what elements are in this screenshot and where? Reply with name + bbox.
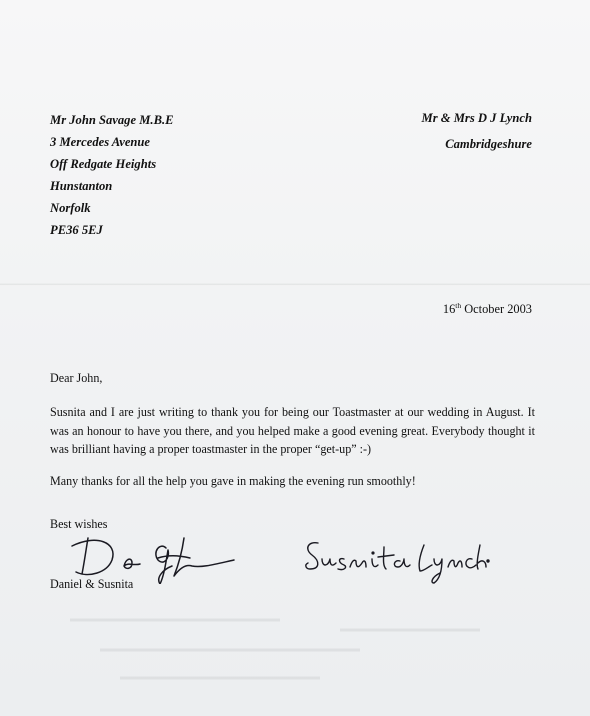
recipient-line: Mr John Savage M.B.E (50, 113, 174, 127)
date-rest: October 2003 (461, 302, 532, 316)
paper-fold (0, 283, 590, 286)
body-paragraph: Susnita and I are just writing to thank you for being our Toastmaster at our wedding in August. It was an honour to have you there, and you helped make a good evening great. Everybody thought it was brilliant having a proper toastmaster in the proper “get-up” :-) (50, 405, 535, 456)
letter-date (443, 301, 532, 317)
body-paragraph: Many thanks for all the help you gave in making the evening run smoothly! (50, 474, 416, 488)
recipient-line: Norfolk (50, 201, 91, 215)
daniel-signature (66, 528, 236, 584)
recipient-address (50, 109, 174, 241)
recipient-line: PE36 5EJ (50, 223, 103, 237)
susnita-signature (300, 535, 490, 585)
recipient-line: Hunstanton (50, 179, 113, 193)
sender-county: Cambridgeshure (445, 137, 532, 151)
closing: Best wishes (50, 517, 108, 531)
date-day: 16 (442, 302, 456, 316)
recipient-line: 3 Mercedes Avenue (50, 135, 151, 149)
sender-name: Mr & Mrs D J Lynch (421, 111, 532, 125)
salutation: Dear John, (50, 371, 103, 385)
recipient-line: Off Redgate Heights (50, 157, 157, 171)
show-through-marks (60, 600, 530, 690)
date-suffix: th (455, 301, 462, 310)
signoff-names: Daniel & Susnita (50, 577, 134, 591)
sender-address (422, 111, 532, 152)
